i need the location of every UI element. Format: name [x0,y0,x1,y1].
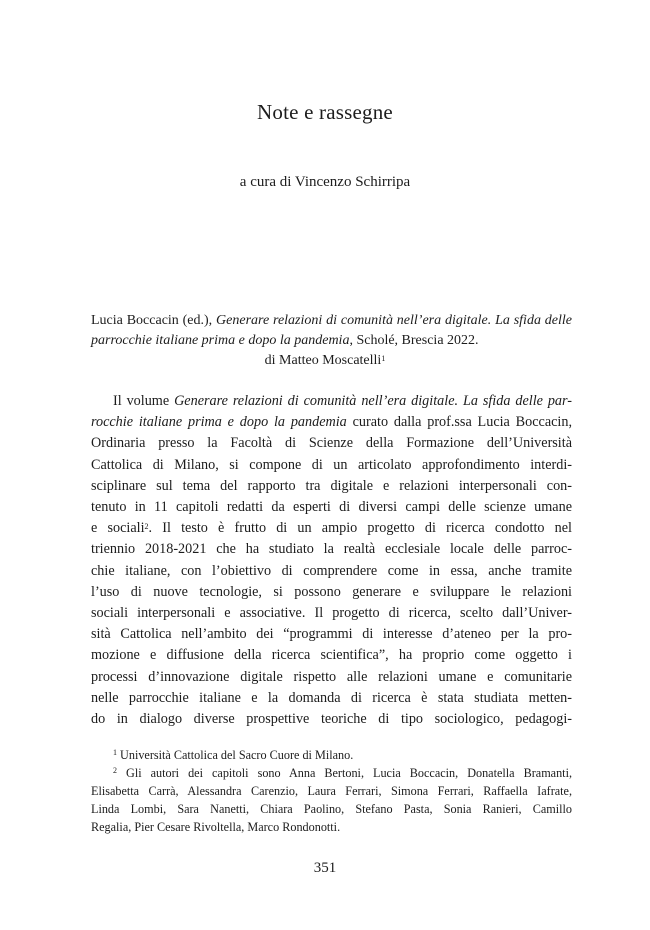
bibliographic-reference [91,311,572,351]
footnote-2-line: Regalia, Pier Cesare Rivoltella, Marco Rondonotti. [91,820,341,834]
body-line: Ordinaria presso la Facoltà di Scienze della Formazione dell’Università [91,435,572,452]
body-line: sociali interpersonali e associative. Il progetto di ricerca, scelto dall’Univer- [91,605,572,622]
reference-publisher: , Scholé, Brescia 2022. [349,333,479,348]
footnote-mark: 2 [113,766,117,775]
body-line: mozione e diffusione della ricerca scientifica”, ha proprio come oggetto i [91,647,572,664]
body-line: Cattolica di Milano, si compone di un articolato approfondimento interdi- [91,456,572,473]
section-editor: a cura di Vincenzo Schirripa [239,174,411,190]
footnote-1 [91,746,572,764]
reference-title: Generare relazioni di comunità nell’era digitale. La sfida delle [216,313,573,328]
body-line [91,412,572,433]
body-line: tenuto in 11 capitoli redatti da esperti di diversi campi delle scienze umane [91,499,572,516]
footnote-2-line [91,764,572,782]
book-title-italic: rocchie italiane prima e dopo la pandemia [91,414,347,431]
footnote-ref-2: 2 [144,522,149,532]
review-author [0,351,650,371]
body-text-run: . Il testo è frutto di un ampio progetto di ricerca condotto nel [148,520,572,537]
footnote-2-line: Linda Lombi, Sara Nanetti, Chiara Paolino, Stefano Pasta, Sonia Ranieri, Camillo [91,802,572,816]
reviewer-name: di Matteo Moscatelli [264,353,382,368]
body-line: triennio 2018-2021 che ha studiato la realtà ecclesiale locale delle parroc- [91,541,572,558]
page-number: 351 [313,860,337,876]
reference-subtitle: parrocchie italiane prima e dopo la pandemia [91,333,350,348]
body-text-run: e sociali [91,520,145,537]
section-title: Note e rassegne [257,100,393,124]
body-line: sciplinare sul tema del rapporto tra digitale e relazioni interpersonali con- [91,477,572,494]
reference-author: Lucia Boccacin (ed.), [91,313,213,328]
book-title-italic: Generare relazioni di comunità nell’era digitale. La sfida delle par- [174,393,572,409]
footnote-2-line: Elisabetta Carrà, Alessandra Carenzio, Laura Ferrari, Simona Ferrari, Raffaella Iafrate, [91,784,572,798]
reference-line-2 [91,331,572,351]
body-line: l’uso di nuove tecnologie, si possono generare e sviluppare le relazioni [91,583,572,600]
body-line [91,391,572,412]
body-line: processi d’innovazione digitale rispetto alle relazioni umane e comunitarie [91,668,572,685]
body-line: nelle parrocchie italiane e la domanda di ricerca è stata studiata metten- [91,689,572,706]
review-body [91,391,572,730]
body-line: do in dialogo diverse prospettive teoriche di tipo sociologico, pedagogi- [91,711,572,728]
body-line: chie italiane, con l’obiettivo di comprendere come in essa, anche tramite [91,562,572,579]
body-text-run: Il volume [113,393,175,409]
body-line [91,518,572,539]
footnote-text: Gli autori dei capitoli sono Anna Bertoni, Lucia Boccacin, Donatella Bramanti, [126,766,572,780]
footnote-mark: 1 [113,748,117,757]
footnotes [91,746,572,836]
footnote-ref-1: 1 [381,354,386,363]
footnote-text: Università Cattolica del Sacro Cuore di Milano. [120,748,354,762]
body-text-run: curato dalla prof.ssa Lucia Boccacin, [346,414,572,431]
reference-line-1 [91,311,572,331]
body-line: sità Cattolica nell’ambito dei “programmi di interesse d’ateneo per la pro- [91,626,572,643]
